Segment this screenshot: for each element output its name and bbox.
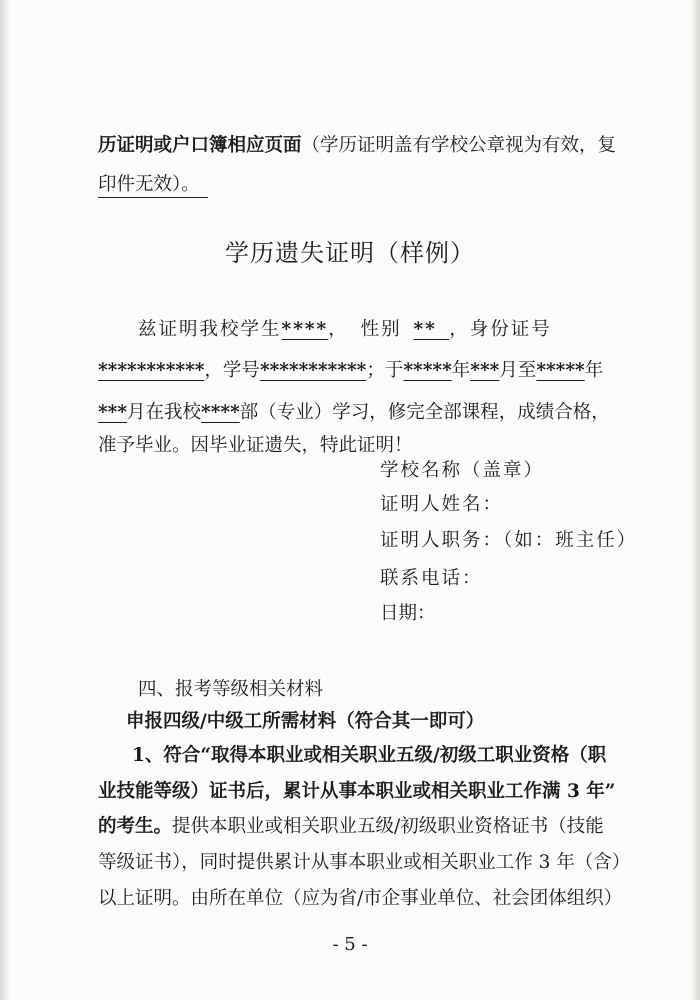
scan-edge-left (0, 0, 10, 1000)
cert-text: ，身份证号 (449, 319, 552, 340)
signature-date: 日期： (380, 603, 436, 624)
cert-text: ；于 (366, 360, 404, 381)
section-bold-text: 的考生。 (98, 816, 173, 837)
section-subheading: 申报四级/中级工所需材料（符合其一即可） (126, 711, 485, 732)
section-paragraph-line-5: 以上证明。由所在单位（应为省/市企事业单位、社会团体组织） (98, 888, 623, 909)
intro-bold-text: 历证明或户口簿相应页面 (98, 135, 302, 156)
certificate-line-2 (98, 358, 603, 384)
cert-text: 年 (584, 360, 604, 381)
gender-blank: ** (413, 319, 450, 340)
start-year-blank: ***** (403, 360, 452, 381)
scan-edge-right (690, 0, 700, 1000)
certificate-line-3 (98, 400, 610, 426)
cert-text: ，学号 (204, 360, 260, 381)
intro-line-1 (98, 133, 616, 159)
signature-phone: 联系电话： (380, 568, 483, 589)
section-paragraph-line-1: 1、符合“取得本职业或相关职业五级/初级工职业资格（职 (132, 745, 607, 766)
section-paragraph-line-3 (98, 814, 604, 840)
cert-text: 年 (451, 360, 471, 381)
cert-text: ， 性别 (328, 319, 414, 340)
signature-name: 证明人姓名： (380, 494, 504, 515)
department-blank: **** (201, 402, 240, 423)
section-heading: 四、报考等级相关材料 (138, 679, 324, 700)
intro-rest-text: （学历证明盖有学校公章视为有效，复 (301, 135, 617, 156)
section-paragraph-line-4: 等级证书），同时提供累计从事本职业或相关职业工作 3 年（含） (98, 852, 631, 873)
page-number: - 5 - (332, 934, 368, 955)
cert-text: 兹证明我校学生 (138, 319, 282, 340)
certificate-title: 学历遗失证明（样例） (225, 239, 475, 267)
certificate-line-1 (138, 317, 552, 343)
student-name-blank: **** (281, 319, 329, 340)
cert-text: 部（专业）学习，修完全部课程，成绩合格， (239, 402, 610, 423)
intro-underline (98, 197, 208, 198)
cert-text: 月在我校 (127, 402, 202, 423)
student-number-blank: *********** (259, 360, 367, 381)
intro-line-2: 印件无效）。 (98, 174, 200, 195)
signature-title: 证明人职务：（如：班主任） (380, 530, 638, 551)
section-rest-text: 提供本职业或相关职业五级/初级职业资格证书（技能 (172, 816, 604, 837)
start-month-blank: *** (470, 360, 500, 381)
end-month-blank: *** (98, 402, 128, 423)
cert-text: 月至 (499, 360, 537, 381)
section-paragraph-line-2: 业技能等级）证书后，累计从事本职业或相关职业工作满 3 年” (98, 781, 616, 802)
certificate-line-4: 准予毕业。因毕业证遗失，特此证明！ (98, 435, 413, 456)
id-number-blank: *********** (98, 360, 205, 381)
signature-school: 学校名称（盖章） (380, 460, 545, 481)
end-year-blank: ***** (536, 360, 585, 381)
